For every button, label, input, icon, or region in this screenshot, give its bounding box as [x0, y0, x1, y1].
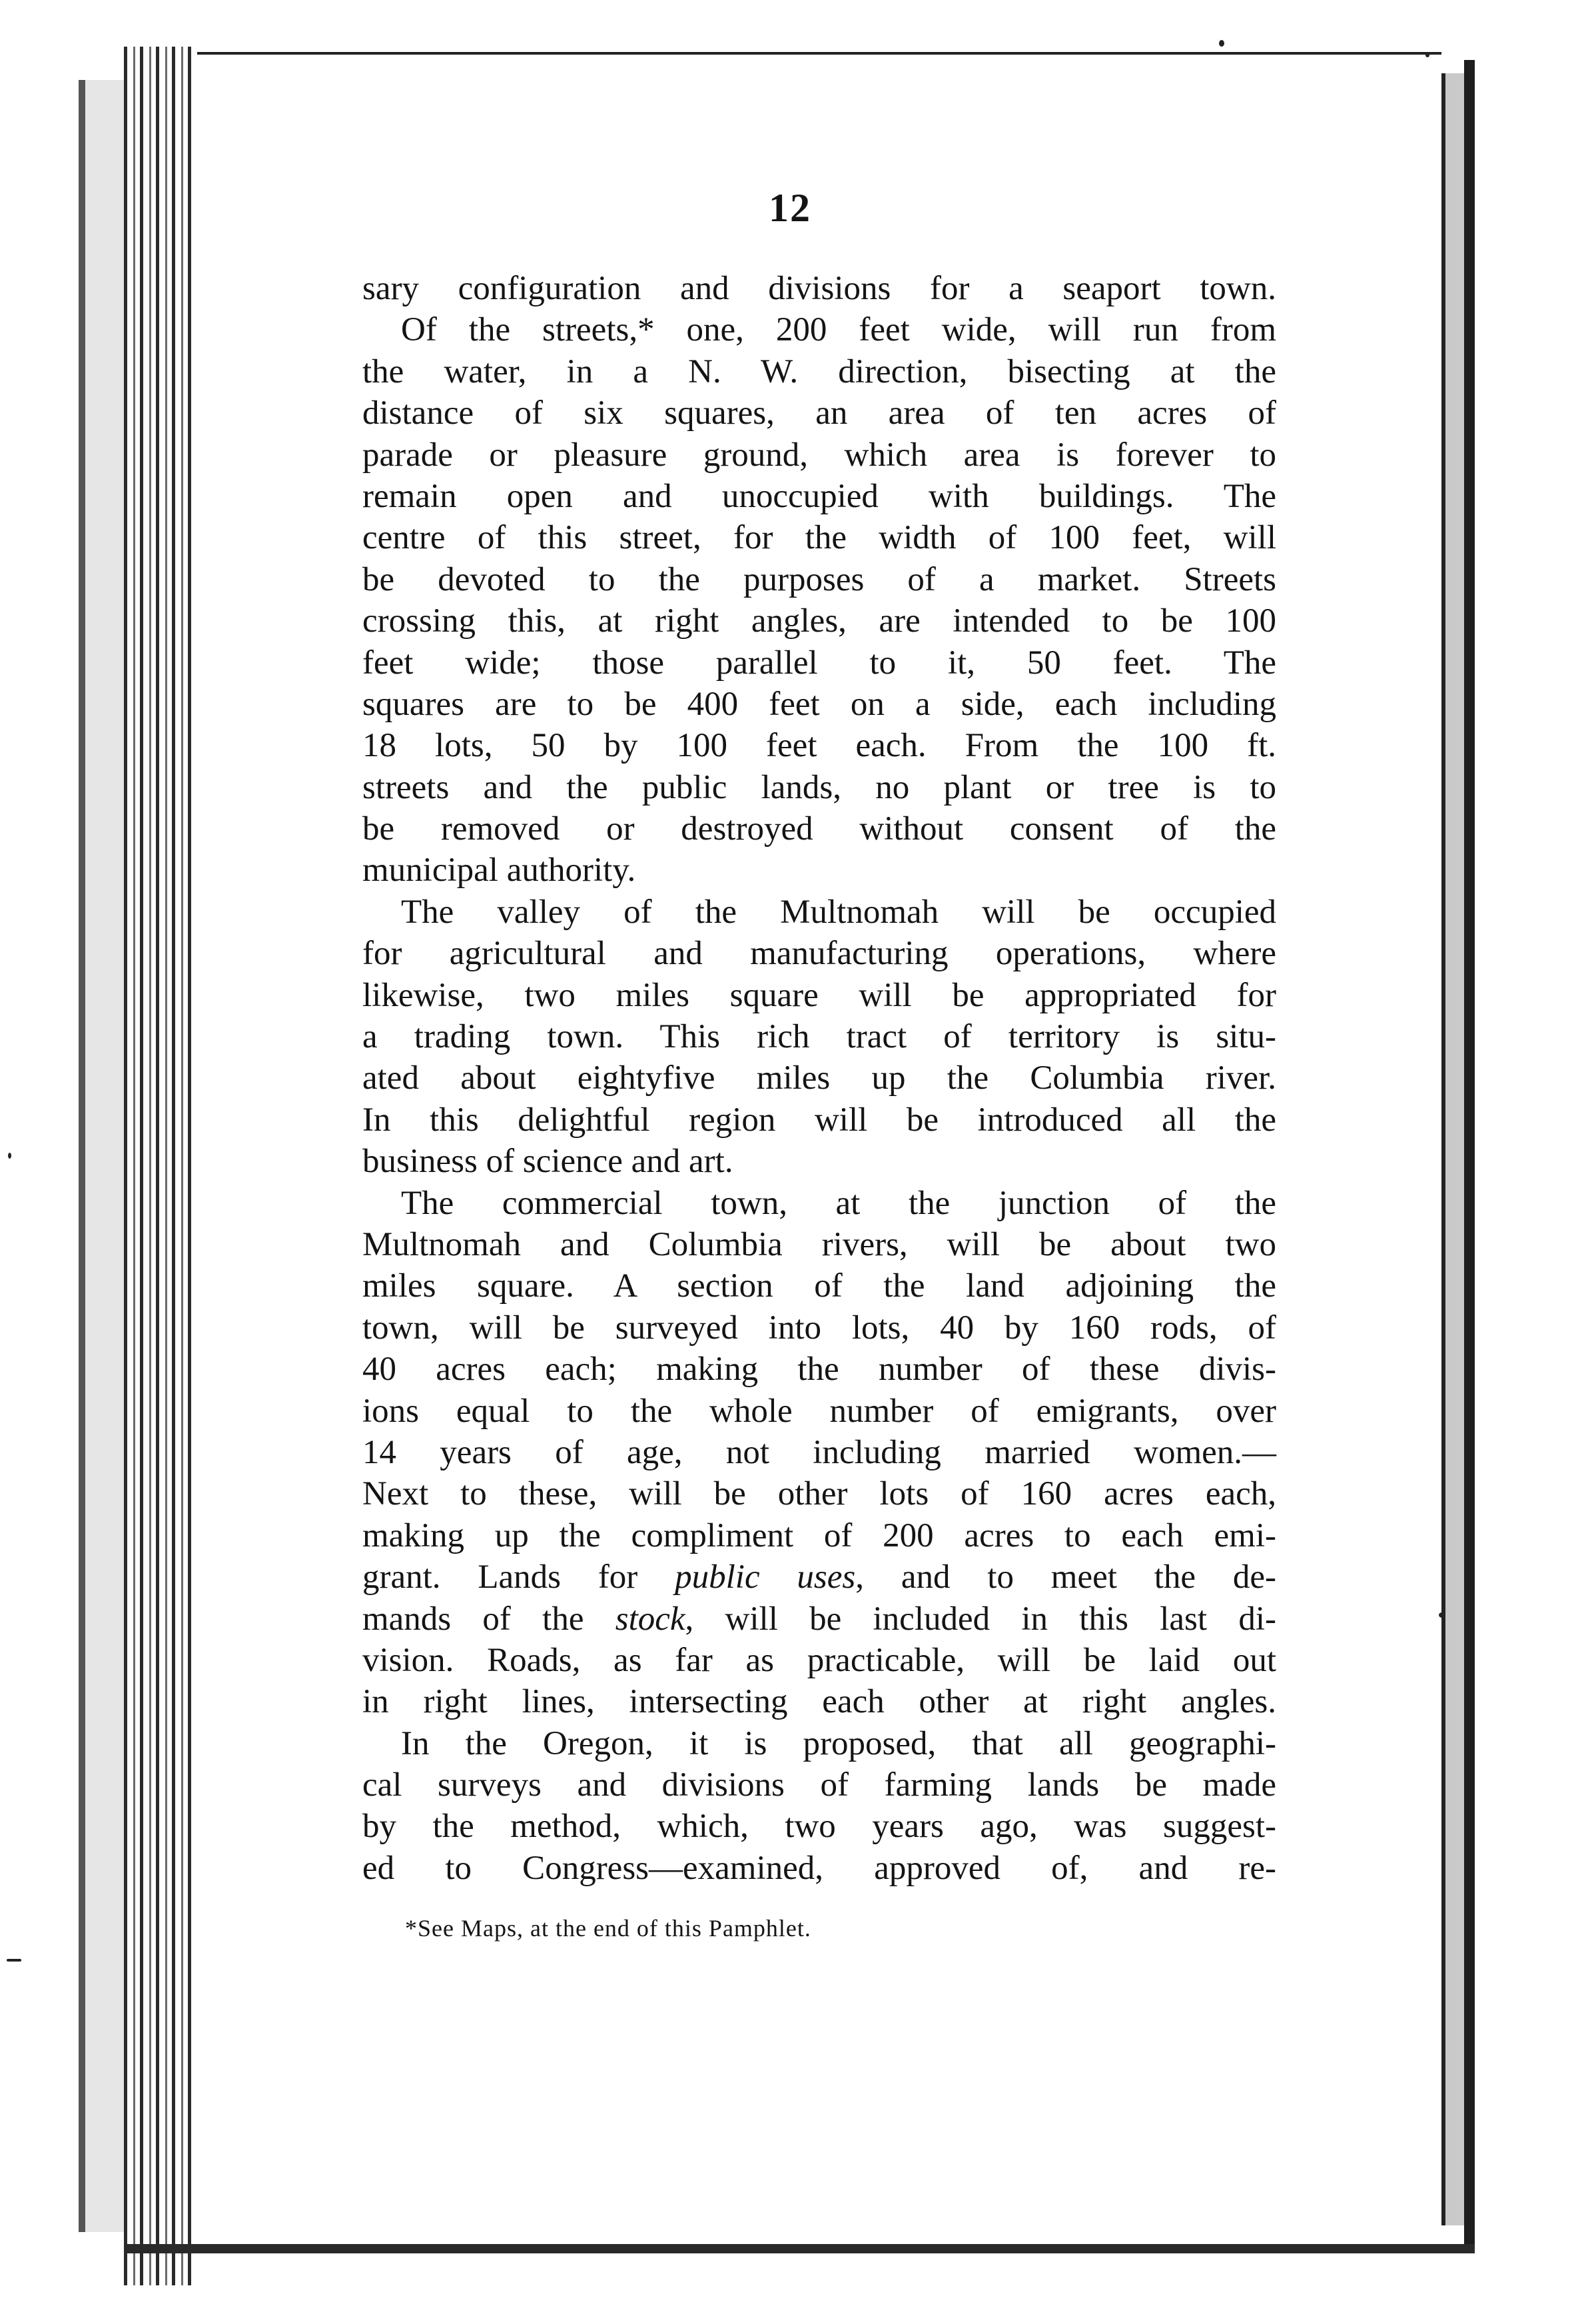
text-line: parade or pleasure ground, which area is forever to: [362, 436, 1276, 474]
text-line: crossing this, at right angles, are intended to be 100: [362, 602, 1276, 640]
text-line: ated about eightyfive miles up the Columbia river.: [362, 1059, 1276, 1097]
text-line: sary configuration and divisions for a seaport town.: [362, 270, 1276, 307]
text-line: Of the streets,* one, 200 feet wide, will run from: [401, 311, 1276, 349]
scan-speck: [8, 1153, 11, 1159]
text-line: by the method, which, two years ago, was suggest-: [362, 1808, 1276, 1846]
text-line: streets and the public lands, no plant or tree is to: [362, 768, 1276, 806]
text-line: 14 years of age, not including married women.—: [362, 1433, 1276, 1471]
text-line: municipal authority.: [362, 852, 636, 889]
text-line: 40 acres each; making the number of these divis-: [362, 1351, 1276, 1389]
page-bottom-edge: [124, 2244, 1475, 2253]
text-line: The commercial town, at the junction of the: [401, 1184, 1276, 1222]
text-line: be removed or destroyed without consent of the: [362, 810, 1276, 848]
scan-speck: [1425, 53, 1429, 57]
scan-speck: [1439, 1612, 1445, 1618]
text-line: squares are to be 400 feet on a side, each including: [362, 685, 1276, 723]
book-binding-edge: [79, 80, 124, 2232]
text-line: 18 lots, 50 by 100 feet each. From the 100 ft.: [362, 727, 1276, 765]
text-line: be devoted to the purposes of a market. Streets: [362, 560, 1276, 598]
text-line: The valley of the Multnomah will be occupied: [401, 893, 1276, 931]
page-right-edge-shadow: [1464, 60, 1475, 2252]
text-line: remain open and unoccupied with buildings. The: [362, 477, 1276, 515]
text-line: for agricultural and manufacturing operations, where: [362, 935, 1276, 973]
footnote: *See Maps, at the end of this Pamphlet.: [405, 1915, 811, 1942]
text-line: mands of the stock, will be included in this last di-: [362, 1600, 1276, 1638]
text-line: business of science and art.: [362, 1143, 733, 1181]
text-line: likewise, two miles square will be appropriated for: [362, 976, 1276, 1014]
text-line: distance of six squares, an area of ten acres of: [362, 394, 1276, 432]
text-line: Next to these, will be other lots of 160 acres each,: [362, 1475, 1276, 1513]
text-line: vision. Roads, as far as practicable, will be laid out: [362, 1641, 1276, 1679]
text-line: In this delightful region will be introduced all the: [362, 1101, 1276, 1139]
page-number: 12: [769, 186, 811, 230]
book-gutter-pages: [124, 47, 197, 2285]
text-line: ions equal to the whole number of emigrants, over: [362, 1392, 1276, 1430]
text-line: miles square. A section of the land adjoining the: [362, 1267, 1276, 1305]
text-line: making up the compliment of 200 acres to each emi-: [362, 1516, 1276, 1554]
text-line: cal surveys and divisions of farming lands be made: [362, 1766, 1276, 1804]
scan-speck: [1219, 40, 1224, 47]
scan-speck: [7, 1959, 21, 1962]
text-line: In the Oregon, it is proposed, that all geographi-: [401, 1724, 1276, 1762]
text-line: a trading town. This rich tract of territory is situ-: [362, 1018, 1276, 1056]
text-line: Multnomah and Columbia rivers, will be about two: [362, 1225, 1276, 1263]
text-line: centre of this street, for the width of 100 feet, will: [362, 519, 1276, 557]
text-line: town, will be surveyed into lots, 40 by 160 rods, of: [362, 1309, 1276, 1347]
text-line: the water, in a N. W. direction, bisecting at the: [362, 352, 1276, 390]
text-line: ed to Congress—examined, approved of, and re-: [362, 1849, 1276, 1887]
text-line: in right lines, intersecting each other at right angles.: [362, 1683, 1276, 1721]
text-line: feet wide; those parallel to it, 50 feet. The: [362, 644, 1276, 682]
body-text: [362, 268, 1276, 1889]
text-line: grant. Lands for public uses, and to meet the de-: [362, 1558, 1276, 1596]
